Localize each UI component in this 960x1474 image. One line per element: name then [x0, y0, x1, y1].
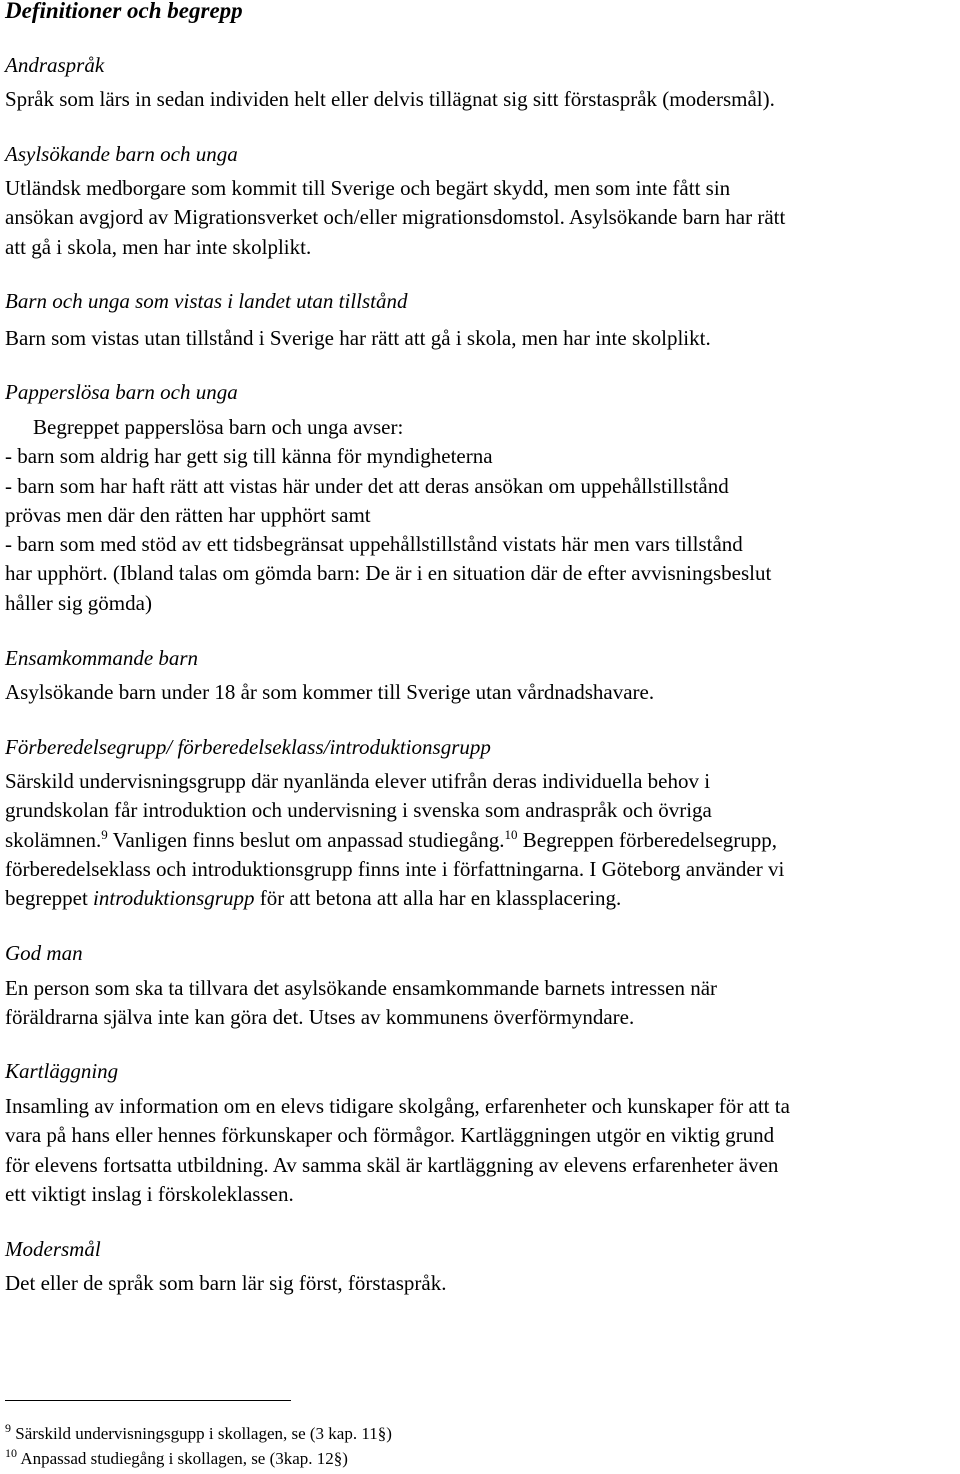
term-heading: God man [5, 941, 83, 965]
definition-text [5, 678, 654, 707]
text-line: för elevens fortsatta utbildning. Av samma skäl är kartläggning av elevens erfarenheter även [5, 1152, 779, 1177]
page-title: Definitioner och begrepp [5, 0, 243, 23]
footnote-ref-10[interactable]: 10 [504, 826, 518, 842]
text-line: Begreppet papperslösa barn och unga avser: [33, 415, 404, 439]
footnote-ref-9[interactable]: 9 [101, 826, 108, 842]
definition-text [5, 1269, 446, 1298]
footnote-number: 10 [5, 1446, 17, 1460]
text-line: - barn som aldrig har gett sig till känna för myndigheterna [5, 444, 493, 469]
text-line: - barn som med stöd av ett tidsbegränsat uppehållstillstånd vistats här men vars tillstånd [5, 532, 743, 557]
definition-text [5, 85, 775, 114]
text-line: förberedelseklass och introduktionsgrupp finns inte i författningarna. I Göteborg använder vi [5, 856, 785, 881]
footnote-text: Anpassad studiegång i skollagen, se (3kap. 12§) [20, 1449, 348, 1468]
text-line: - barn som har haft rätt att vistas här under det att deras ansökan om uppehållstillstånd [5, 473, 729, 498]
text-line: ett viktigt inslag i förskoleklassen. [5, 1181, 294, 1206]
text-line: att gå i skola, men har inte skolplikt. [5, 234, 312, 259]
footnote-divider [5, 1400, 291, 1401]
footnote-number: 9 [5, 1421, 11, 1435]
text-run: Begreppen förberedelsegrupp, [517, 827, 778, 852]
term-heading: Andraspråk [5, 53, 105, 77]
definition-text [5, 413, 771, 618]
emphasis-term: introduktionsgrupp [93, 886, 255, 911]
text-run: för att betona att alla har en klassplacering. [254, 886, 622, 911]
text-line: vara på hans eller hennes förkunskaper och förmågor. Kartläggningen utgör en viktig grund [5, 1123, 775, 1148]
definition-text [5, 1092, 790, 1209]
text-line: föräldrarna själva inte kan göra det. Utses av kommunens överförmyndare. [5, 1005, 635, 1030]
text-line: Utländsk medborgare som kommit till Sverige och begärt skydd, men som inte fått sin [5, 176, 731, 200]
text-run: skolämnen. [5, 827, 102, 852]
text-line: Språk som lärs in sedan individen helt eller delvis tillägnat sig sitt förstaspråk (modersmål). [5, 87, 775, 111]
footnote-9 [5, 1423, 392, 1445]
text-run: Vanligen finns beslut om anpassad studiegång. [107, 827, 505, 852]
term-heading: Asylsökande barn och unga [5, 142, 238, 166]
text-line [5, 884, 784, 913]
definition-text [5, 974, 717, 1033]
text-line: håller sig gömda) [5, 590, 152, 615]
text-line: grundskolan får introduktion och undervisning i svenska som andraspråk och övriga [5, 798, 712, 823]
definition-text [5, 324, 711, 353]
term-heading: Barn och unga som vistas i landet utan tillstånd [5, 289, 408, 313]
text-line: En person som ska ta tillvara det asylsökande ensamkommande barnets intressen när [5, 976, 718, 1000]
text-line: Särskild undervisningsgrupp där nyanlända elever utifrån deras individuella behov i [5, 769, 711, 793]
text-line: har upphört. (Ibland talas om gömda barn: De är i en situation där de efter avvisningsbeslut [5, 561, 772, 586]
text-line: Asylsökande barn under 18 år som kommer till Sverige utan vårdnadshavare. [5, 680, 655, 704]
text-line: ansökan avgjord av Migrationsverket och/eller migrationsdomstol. Asylsökande barn har rätt [5, 205, 786, 230]
text-line: prövas men där den rätten har upphört samt [5, 502, 371, 527]
term-heading: Papperslösa barn och unga [5, 380, 238, 404]
term-heading: Ensamkommande barn [5, 646, 199, 670]
term-heading: Modersmål [5, 1237, 101, 1261]
term-heading: Förberedelsegrupp/ förberedelseklass/introduktionsgrupp [5, 735, 491, 759]
text-line: Det eller de språk som barn lär sig först, förstaspråk. [5, 1271, 447, 1295]
term-heading: Kartläggning [5, 1059, 119, 1083]
definition-text [5, 767, 784, 913]
footnote-10 [5, 1448, 348, 1470]
definition-text [5, 174, 785, 262]
footnote-text: Särskild undervisningsgupp i skollagen, se (3 kap. 11§) [15, 1424, 392, 1443]
text-run: begreppet [5, 886, 94, 911]
text-line: Barn som vistas utan tillstånd i Sverige har rätt att gå i skola, men har inte skolplikt. [5, 326, 711, 350]
text-line [5, 826, 784, 855]
text-line: Insamling av information om en elevs tidigare skolgång, erfarenheter och kunskaper för att ta [5, 1094, 790, 1118]
